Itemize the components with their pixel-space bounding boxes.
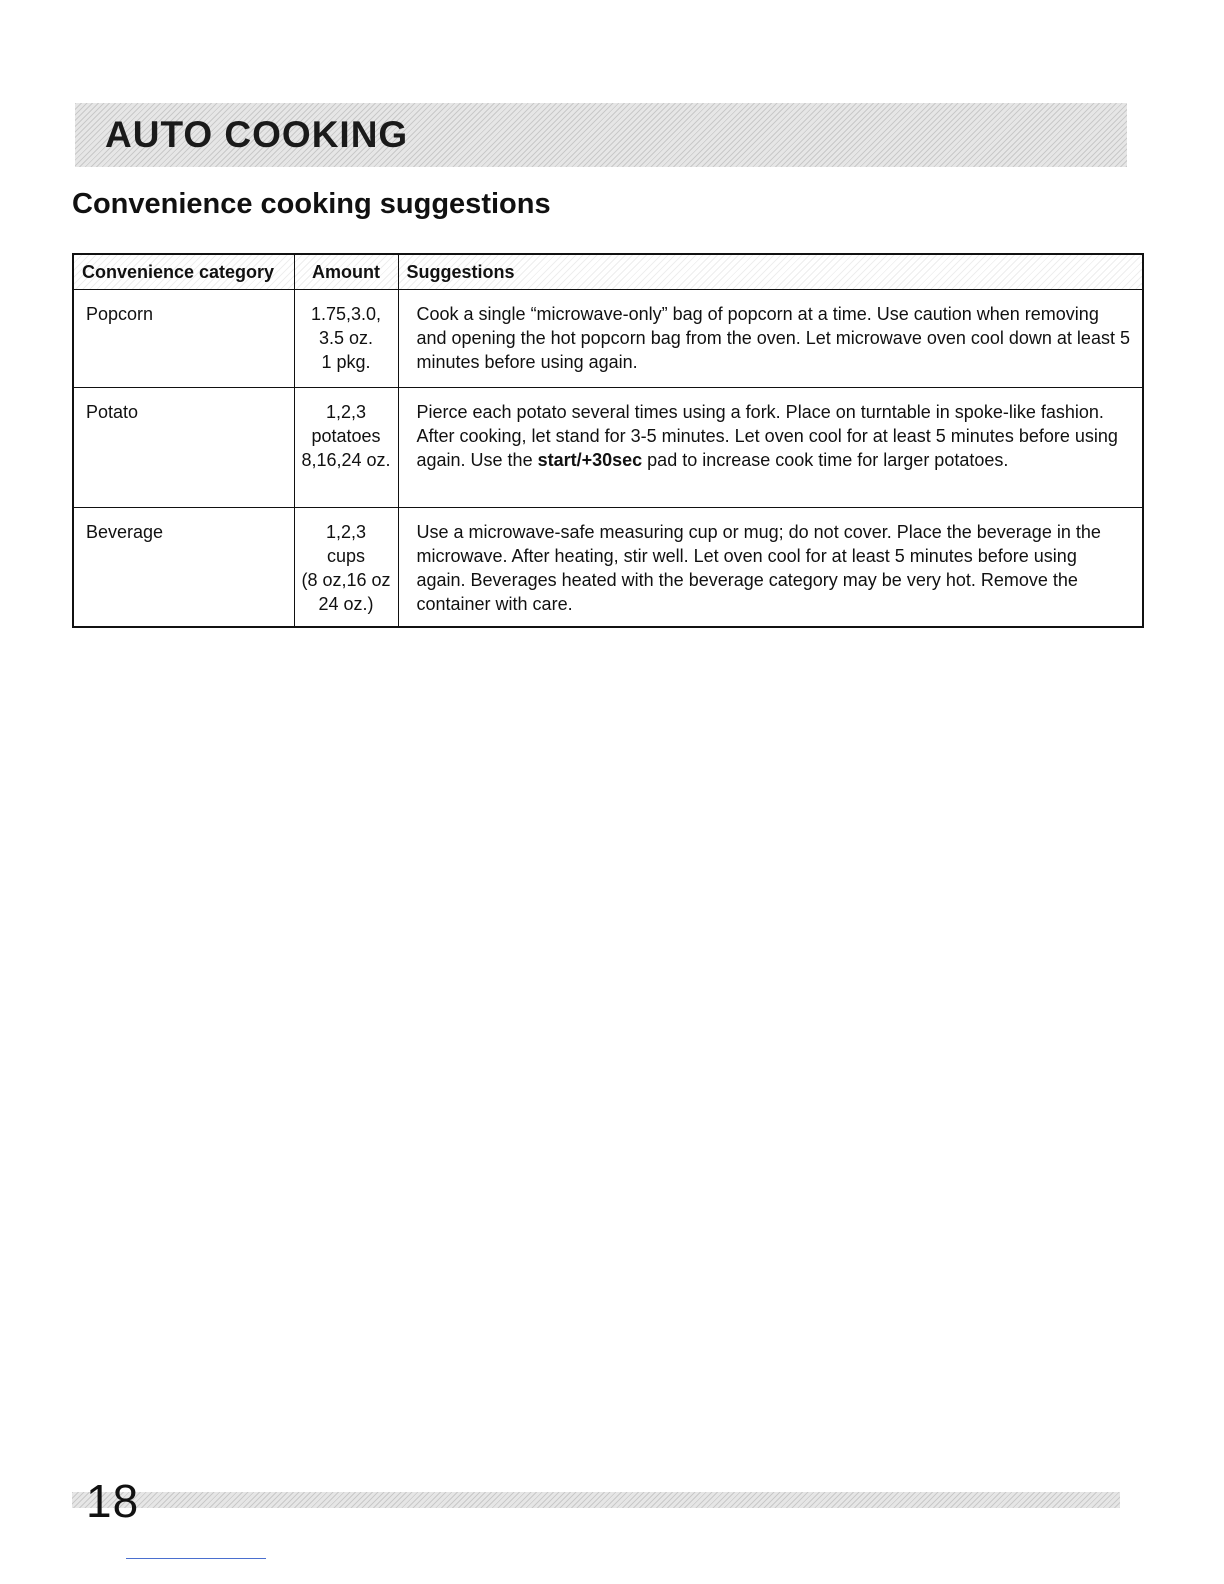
suggestion-text: Use a microwave-safe measuring cup or mug; do not cover. Place the beverage in the microwave. After heating, stir well. Let oven cool for at least 5 minutes before using again. Beverages heated with the beverage category may be very hot. Remove the container with care. xyxy=(416,521,1101,614)
amount-line: 1 pkg. xyxy=(321,351,371,372)
amount-line: 1.75,3.0, xyxy=(310,303,382,324)
amount-line: (8 oz,16 oz xyxy=(301,569,391,590)
category-cell: Popcorn xyxy=(73,289,294,387)
page-heading: Convenience cooking suggestions xyxy=(72,188,551,220)
header-category: Convenience category xyxy=(73,254,294,289)
amount-line: 3.5 oz. xyxy=(318,327,374,348)
bottom-rule xyxy=(126,1558,266,1559)
amount-cell xyxy=(294,387,398,507)
category-cell: Beverage xyxy=(73,507,294,627)
table-header-row xyxy=(73,254,1143,289)
table-row xyxy=(73,507,1143,627)
section-banner xyxy=(75,103,1127,167)
category-cell: Potato xyxy=(73,387,294,507)
amount-cell xyxy=(294,289,398,387)
amount-cell xyxy=(294,507,398,627)
start-30sec-pad-label: start/+30sec xyxy=(537,449,643,470)
table-row xyxy=(73,387,1143,507)
suggestion-text: pad to increase cook time for larger potatoes. xyxy=(642,449,1009,470)
table-row xyxy=(73,289,1143,387)
header-amount: Amount xyxy=(294,254,398,289)
amount-line: 1,2,3 xyxy=(325,401,367,422)
suggestion-cell xyxy=(398,507,1143,627)
suggestion-cell xyxy=(398,289,1143,387)
section-title: AUTO COOKING xyxy=(105,114,409,155)
header-suggestions: Suggestions xyxy=(398,254,1143,289)
amount-line: cups xyxy=(326,545,366,566)
footer-hatch-bar xyxy=(72,1492,1120,1508)
suggestion-text: Pierce each potato several times using a fork. Place on turntable in spoke-like fashion. After cooking, let stand for 3-5 minutes. Let oven cool for at least 5 minutes before using again. Use the xyxy=(416,401,1118,470)
page-number: 18 xyxy=(86,1475,140,1527)
suggestion-text: Cook a single “microwave-only” bag of popcorn at a time. Use caution when removing and opening the hot popcorn bag from the oven. Let microwave oven cool down at least 5 minutes before using again. xyxy=(416,303,1130,372)
amount-line: potatoes xyxy=(311,425,381,446)
page-footer xyxy=(72,1475,1120,1527)
amount-line: 8,16,24 oz. xyxy=(301,449,391,470)
suggestion-cell xyxy=(398,387,1143,507)
amount-line: 1,2,3 xyxy=(325,521,367,542)
amount-line: 24 oz.) xyxy=(318,593,374,614)
convenience-cooking-table xyxy=(72,253,1144,628)
